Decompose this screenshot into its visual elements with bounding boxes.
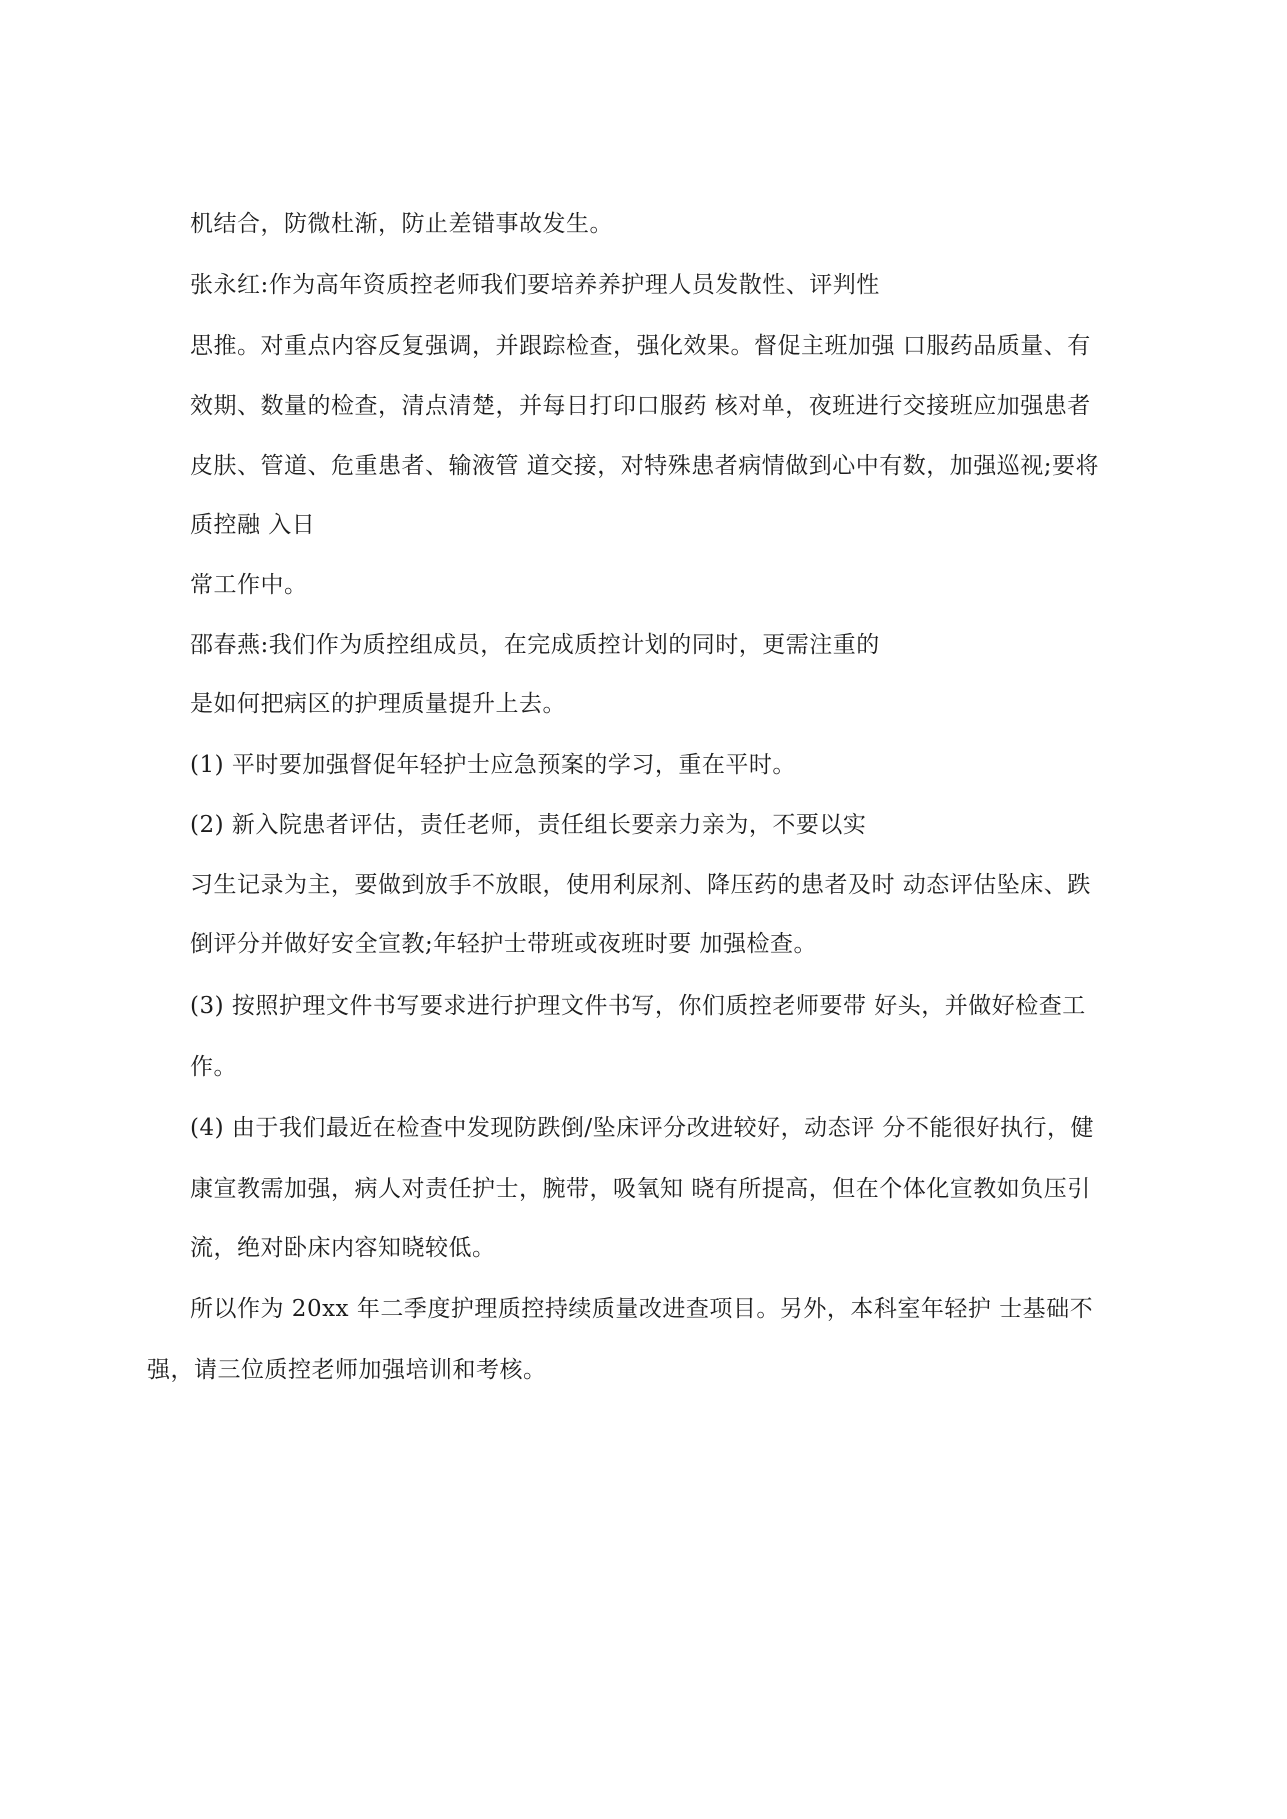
text-line-2: 张永红:作为高年资质控老师我们要培养养护理人员发散性、评判性 [190, 272, 880, 298]
text-line-8: 邵春燕:我们作为质控组成员，在完成质控计划的同时，更需注重的 [190, 632, 880, 658]
text-line-7: 常工作中。 [190, 572, 308, 598]
text-line-12: 习生记录为主，要做到放手不放眼，使用利尿剂、降压药的患者及时 动态评估坠床、跌 [190, 872, 1091, 898]
list-item-2: (2) 新入院患者评估，责任老师，责任组长要亲力亲为，不要以实 [190, 812, 867, 838]
text-line-17: 康宣教需加强，病人对责任护士，腕带，吸氧知 晓有所提高，但在个体化宣教如负压引 [190, 1176, 1091, 1202]
text-line-3: 思推。对重点内容反复强调，并跟踪检查，强化效果。督促主班加强 口服药品质量、有 [190, 333, 1091, 359]
list-item-4: (4) 由于我们最近在检查中发现防跌倒/坠床评分改进较好，动态评 分不能很好执行，健 [190, 1115, 1094, 1141]
text-line-20: 强，请三位质控老师加强培训和考核。 [147, 1357, 547, 1383]
text-line-9: 是如何把病区的护理质量提升上去。 [190, 691, 566, 717]
list-item-1: (1) 平时要加强督促年轻护士应急预案的学习，重在平时。 [190, 752, 796, 778]
text-line-5: 皮肤、管道、危重患者、输液管 道交接，对特殊患者病情做到心中有数，加强巡视;要将 [190, 453, 1100, 479]
text-line-19: 所以作为 20xx 年二季度护理质控持续质量改进查项目。另外，本科室年轻护 士基础不 [190, 1296, 1094, 1322]
text-line-1: 机结合，防微杜渐，防止差错事故发生。 [190, 211, 613, 237]
list-item-3: (3) 按照护理文件书写要求进行护理文件书写，你们质控老师要带 好头，并做好检查工 [190, 993, 1086, 1019]
text-line-15: 作。 [190, 1054, 237, 1080]
text-line-13: 倒评分并做好安全宣教;年轻护士带班或夜班时要 加强检查。 [190, 931, 818, 957]
text-line-18: 流，绝对卧床内容知晓较低。 [190, 1235, 496, 1261]
text-line-6: 质控融 入日 [190, 512, 316, 538]
text-line-4: 效期、数量的检查，清点清楚，并每日打印口服药 核对单，夜班进行交接班应加强患者 [190, 393, 1091, 419]
